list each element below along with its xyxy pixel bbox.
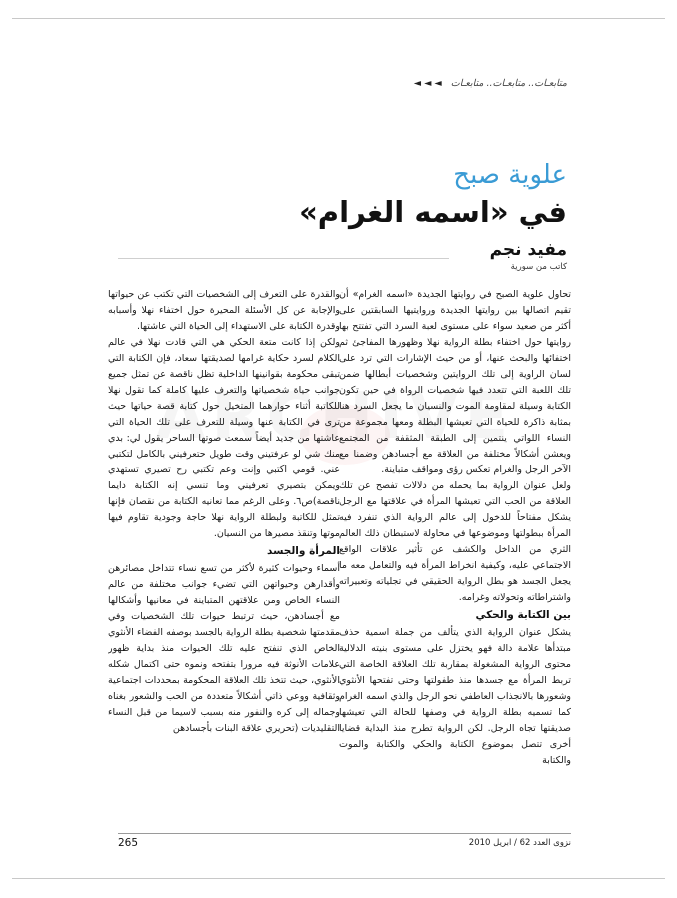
article-title-main: في «اسمه الغرام» <box>299 195 567 229</box>
paragraph: ولعل عنوان الرواية بما يحمله من دلالات تفصح عن تلك العلاقة من الحب التي تعيشها المرأة في علاقتها مع الرجل يشكل مفتاحاً للدخول إلى عالم الرواية الذي تنفرد فيه المرأة ببطولتها وموضوعها في محاولة لاستبطان ذلك العالم الثري من الداخل والكشف عن تأثير علاقات الواقع الاجتماعي عليه، وكيفية انخراط المرأة فيه والتعامل معه ما يجعل الجسد هو بطل الرواية الحقيقي في تجلياته وتعبيراته واشتراطاته وتحولاته وغرامه. <box>339 480 571 604</box>
paragraph: أسماء وحيوات كثيرة لأكثر من تسع نساء تتداخل مصائرهن وأقدارهن وحيواتهن التي تضيء جوانب مختلفة من عالم النساء الخاص ومن علاقتهن المتباينة في معانيها وأشكالها مع أجسادهن، حيث ترتبط حيوات تلك الشخصيات وفي مقدمتها شخصية بطلة الرواية بالجسد بوصفه الفضاء الأنثوي الخاص الذي تنفتح عليه تلك الحيوات منذ بداية ظهور علامات الأنوثة فيه مرورا بتفتحه ونموه حتى اكتمال شكله الأنثوي، حيث تتخذ تلك العلاقة المحكومة بمحددات اجتماعية وثقافية ووعي ذاتي أشكالاً متعددة من الحب والشعور بغناه وجماله إلى كره والنفور منه بسبب لاسيما من قبل النساء التقليديات (تحريري علاقة البنات بأجسادهن <box>108 563 340 734</box>
section-banner-text: متابعـات.. متابعـات.. متابعـات <box>450 78 567 89</box>
paragraph: يشكل عنوان الرواية الذي يتألف من جملة اسمية حذف مبتدأها علامة دالة فهو يختزل على مستوى بنيته الدلالية محتوى الرواية المشغولة بمقاربة تلك العلاقة الخاصة التي تربط المرأة مع جسدها منذ طفولتها وحتى تفتحها الأنثوي وشعورها بالانجذاب العاطفي نحو الرجل والذي اسمه الغرام كما تسميه بطلة الرواية في وصفها للحالة التي تعيشها صديقتها تجاه الرجل. لكن الرواية تطرح منذ البداية قضايا أخرى تتصل بموضوع الكتابة والحكي والكتابة والموت والكتابة <box>339 627 571 766</box>
issue-info: نزوى العدد 62 / ابريل 2010 <box>468 838 571 848</box>
paragraph: ولكن إذا كانت متعة الحكي هي التي قادت نهلا في عالم الكلام لسرد حكاية غرامها لصديقتها سعاد، فإن الكتابة التي تبقى محكومة بقوانينها الداخلية تظل ناقصة عن تمثل جميع جوانب حياة شخصياتها والتعرف عليها كاملة كما تقول نهلا للكاتبة أثناء حوارهما المتخيل حول كتابة قصة حياتها حيث ترى في الكتابة عنها وسيلة للتعرف على تلك الحياة التي عاشتها من جديد أيضاً سمعت صوتها الساحر يقول لي: بدي منك شي لو عرفتيني وقت طويل حتعرفيني بالكامل لتكتبي عني. قومي اكتبي وإنت وعم تكتبي رح تصيري تستهدي ويمكن بتصيري تعرفيني وما تنسي إنه الكتابة دايما ناقصة)ص٦. وعلى الرغم مما تعانيه الكتابة من نقصان فإنها تمثل للكاتبة ولبطلة الرواية نهلا حاجة وجودية تقاوم فيها موتها وتنقذ مصيرها من النسيان. <box>108 336 340 540</box>
article-column-left <box>108 287 340 828</box>
author-name: مفيد نجم <box>489 240 567 260</box>
paragraph: والقدرة على التعرف إلى الشخصيات التي تكتب عن حيواتها والإجابة عن كل الأسئلة المحيرة حول اختفاء نهلا وأسبابه وقدرة الكتابة على الاستهداء إلى الحياة التي عاشتها. <box>108 289 340 332</box>
top-scan-edge <box>12 18 665 19</box>
section-banner <box>414 78 567 89</box>
author-role: كاتب من سورية <box>510 262 567 272</box>
author-divider <box>118 258 449 259</box>
subheading: المرأة والجسد <box>267 545 340 558</box>
subheading: بين الكتابة والحكي <box>475 609 571 622</box>
article-column-right <box>339 287 571 828</box>
triangle-arrows-icon: ◄ ◄ ◄ <box>413 78 442 89</box>
page-number: 265 <box>118 837 139 849</box>
paragraph: تحاول علوية الصبح في روايتها الجديدة «اسمه الغرام» أن تقيم اتصالها بين روايتها الجديدة وروايتيها السابقتين على أكثر من صعيد سواء على مستوى لعبة السرد التي تفتتح بها روايتها حول اختفاء بطلة الرواية نهلا وظهورها المفاجئ ثم اختفائها والبحث عنها، أو من حيث الإشارات التي ترد على لسان الراوية إلى تلك الروايتين وشخصيات أبطالها ضمن تلك اللعبة التي تتعدد فيها شخصيات الرواة في حين تكون الكتابة وسيلة لمقاومة الموت والنسيان ما يجعل السرد هنا بمثابة ذاكرة للحياة التي تعيشها البطلة ومعها مجموعة من النساء اللواتي ينتمين إلى الطبقة المثقفة من المجتمع ويعشن أشكالاً مختلفة من العلاقة مع أجسادهن وضمنا مع الآخر الرجل والغرام تعكس رؤى ومواقف متباينة. <box>339 289 571 476</box>
bottom-scan-edge <box>12 878 665 879</box>
footer-divider <box>118 833 571 834</box>
article-title-accent: علوية صبح <box>453 160 567 190</box>
